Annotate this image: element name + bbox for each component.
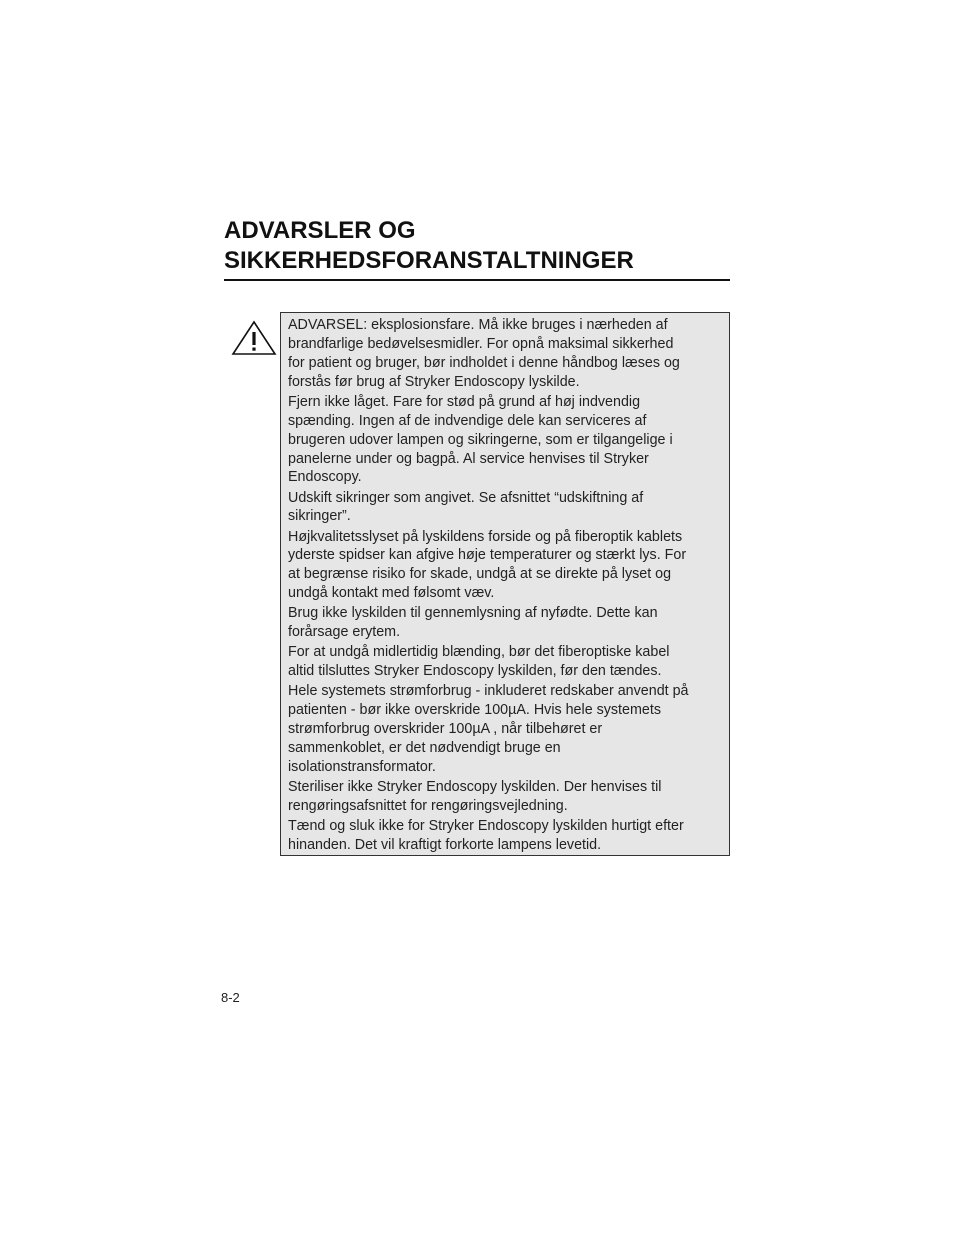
text-line: for patient og bruger, bør indholdet i denne håndbog læses og	[288, 354, 680, 371]
text-line: Hele systemets strømforbrug - inkluderet redskaber anvendt på	[288, 683, 689, 700]
text-line: Udskift sikringer som angivet. Se afsnittet “udskiftning af	[288, 489, 644, 506]
text-line: Tænd og sluk ikke for Stryker Endoscopy lyskilden hurtigt efter	[288, 818, 684, 835]
text-line: forstås før brug af Stryker Endoscopy lyskilde.	[288, 373, 580, 390]
text-line: strømforbrug overskrider 100µA , når tilbehøret er	[288, 721, 603, 738]
text-line: sikringer”.	[288, 508, 351, 525]
text-line: Brug ikke lyskilden til gennemlysning af nyfødte. Dette kan	[288, 605, 658, 622]
section-title	[224, 216, 730, 276]
text-line: undgå kontakt med følsomt væv.	[288, 585, 495, 602]
text-line: Fjern ikke låget. Fare for stød på grund af høj indvendig	[288, 393, 641, 410]
section-title-line-1: ADVARSLER OG	[224, 217, 416, 244]
text-line: For at undgå midlertidig blænding, bør det fiberoptiske kabel	[288, 644, 670, 661]
text-line: hinanden. Det vil kraftigt forkorte lampens levetid.	[288, 836, 602, 853]
text-line: spænding. Ingen af de indvendige dele kan serviceres af	[288, 412, 647, 429]
text-line: isolationstransformator.	[288, 758, 436, 775]
warning-paragraph-cover	[288, 393, 728, 488]
warning-paragraph-leakage	[288, 682, 728, 777]
text-line: rengøringsafsnittet for rengøringsvejledning.	[288, 797, 568, 814]
warning-box	[280, 312, 730, 856]
title-underline	[224, 279, 730, 281]
text-line: at begrænse risiko for skade, undgå at se direkte på lyset og	[288, 566, 672, 583]
page-number: 8-2	[221, 990, 240, 1005]
text-line: altid tilsluttes Stryker Endoscopy lyskilden, før den tændes.	[288, 663, 662, 680]
warning-paragraph-switching	[288, 817, 728, 855]
warning-paragraph-sterilize	[288, 778, 728, 816]
warning-paragraph-light-heat	[288, 528, 728, 604]
warning-paragraph-glare	[288, 643, 728, 681]
text-line: Endoscopy.	[288, 469, 362, 486]
text-line: yderste spidser kan afgive høje temperaturer og stærkt lys. For	[288, 547, 687, 564]
text-line: brugeren udover lampen og sikringerne, som er tilgangelige i	[288, 431, 673, 448]
text-line: Steriliser ikke Stryker Endoscopy lyskilden. Der henvises til	[288, 779, 662, 796]
text-line: patienten - bør ikke overskride 100µA. Hvis hele systemets	[288, 702, 661, 719]
text-line: sammenkoblet, er det nødvendigt bruge en	[288, 740, 561, 757]
warning-paragraph-fuses	[288, 489, 728, 527]
warning-text	[288, 316, 728, 856]
warning-paragraph-explosion	[288, 316, 728, 392]
text-line: forårsage erytem.	[288, 624, 401, 641]
text-line: ADVARSEL: eksplosionsfare. Må ikke bruges i nærheden af	[288, 317, 668, 333]
section-title-line-2: SIKKERHEDSFORANSTALTNINGER	[224, 247, 634, 274]
warning-triangle-icon	[231, 320, 277, 356]
text-line: Højkvalitetsslyset på lyskildens forside og på fiberoptik kablets	[288, 528, 683, 545]
warning-paragraph-newborns	[288, 604, 728, 642]
text-line: panelerne under og bagpå. Al service henvises til Stryker	[288, 450, 649, 467]
text-line: brandfarlige bedøvelsesmidler. For opnå maksimal sikkerhed	[288, 335, 674, 352]
